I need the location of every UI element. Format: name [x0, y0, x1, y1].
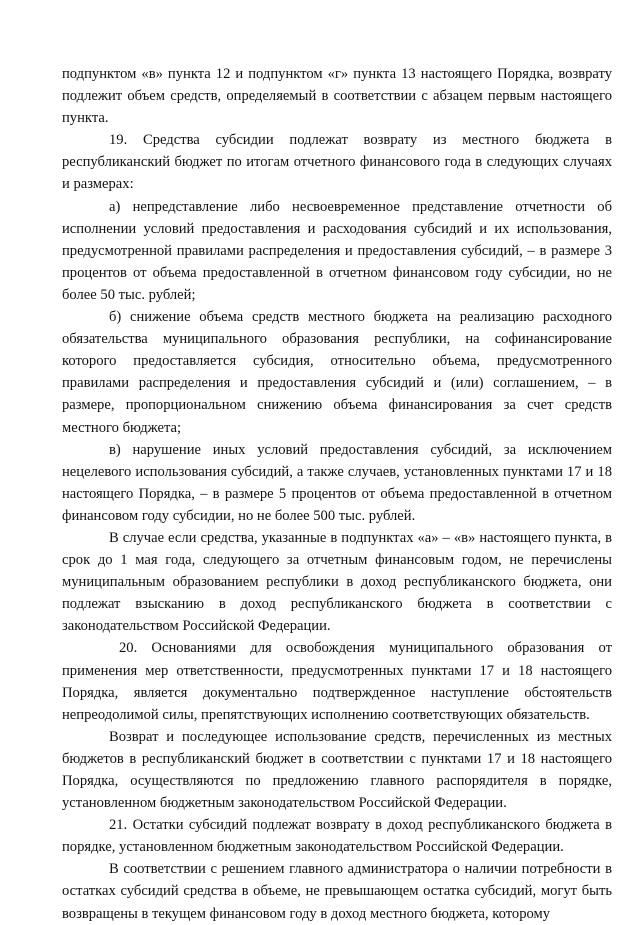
paragraph-subitem-b: б) снижение объема средств местного бюджета на реализацию расходного обязательства муниципального образования республики, на софинансирование которого предоставляется субсидия, относительно объема, предусмотренного правилами распределения и предоставления субсидий и (или) соглашением, – в размере, пропорциональном снижению объема финансирования за счет средств местного бюджета; — [62, 309, 612, 436]
paragraph-item-19: 19. Средства субсидии подлежат возврату из местного бюджета в республиканский бюджет по итогам отчетного финансового года в следующих случаях и размерах: — [62, 132, 612, 193]
paragraph-item-20: 20. Основаниями для освобождения муниципального образования от применения мер ответственности, предусмотренных пунктами 17 и 18 настоящего Порядка, является документально подтвержденное наступление обстоятельств непреодолимой силы, препятствующих исполнению соответствующих обязательств. — [62, 640, 612, 723]
paragraph-remaining-funds: В соответствии с решением главного администратора о наличии потребности в остатках субсидий средства в объеме, не превышающем остатка субсидий, могут быть возвращены в текущем финансовом году в доход местного бюджета, которому — [62, 861, 612, 922]
paragraph-item-21: 21. Остатки субсидий подлежат возврату в доход республиканского бюджета в порядке, установленном бюджетным законодательством Российской Федерации. — [62, 817, 612, 856]
paragraph-subitem-a: а) непредставление либо несвоевременное представление отчетности об исполнении условий предоставления и расходования субсидий и их использования, предусмотренной правилами распределения и предоставления субсидий, – в размере 3 процентов от объема предоставленной в отчетном финансовом году субсидии, но не более 50 тыс. рублей; — [62, 198, 612, 303]
paragraph-recovery-clause: В случае если средства, указанные в подпунктах «а» – «в» настоящего пункта, в срок до 1 мая года, следующего за отчетным финансовым годом, не перечислены муниципальным образованием республики в доход республиканского бюджета, они подлежат взысканию в доход республиканского бюджета в соответствии с законодательством Российской Федерации. — [62, 529, 612, 635]
document-body — [62, 63, 612, 925]
paragraph-continuation: подпунктом «в» пункта 12 и подпунктом «г» пункта 13 настоящего Порядка, возврату подлежит объем средств, определяемый в соответствии с абзацем первым настоящего пункта. — [62, 66, 612, 127]
paragraph-return-usage: Возврат и последующее использование средств, перечисленных из местных бюджетов в республиканский бюджет в соответствии с пунктами 17 и 18 настоящего Порядка, осуществляются по предложению главного распорядителя в порядке, установленном бюджетным законодательством Российской Федерации. — [62, 728, 612, 812]
paragraph-subitem-v: в) нарушение иных условий предоставления субсидий, за исключением нецелевого использования субсидий, а также случаев, установленных пунктами 17 и 18 настоящего Порядка, – в размере 5 процентов от объема предоставленной в отчетном финансовом году субсидии, но не более 500 тыс. рублей. — [62, 441, 612, 524]
